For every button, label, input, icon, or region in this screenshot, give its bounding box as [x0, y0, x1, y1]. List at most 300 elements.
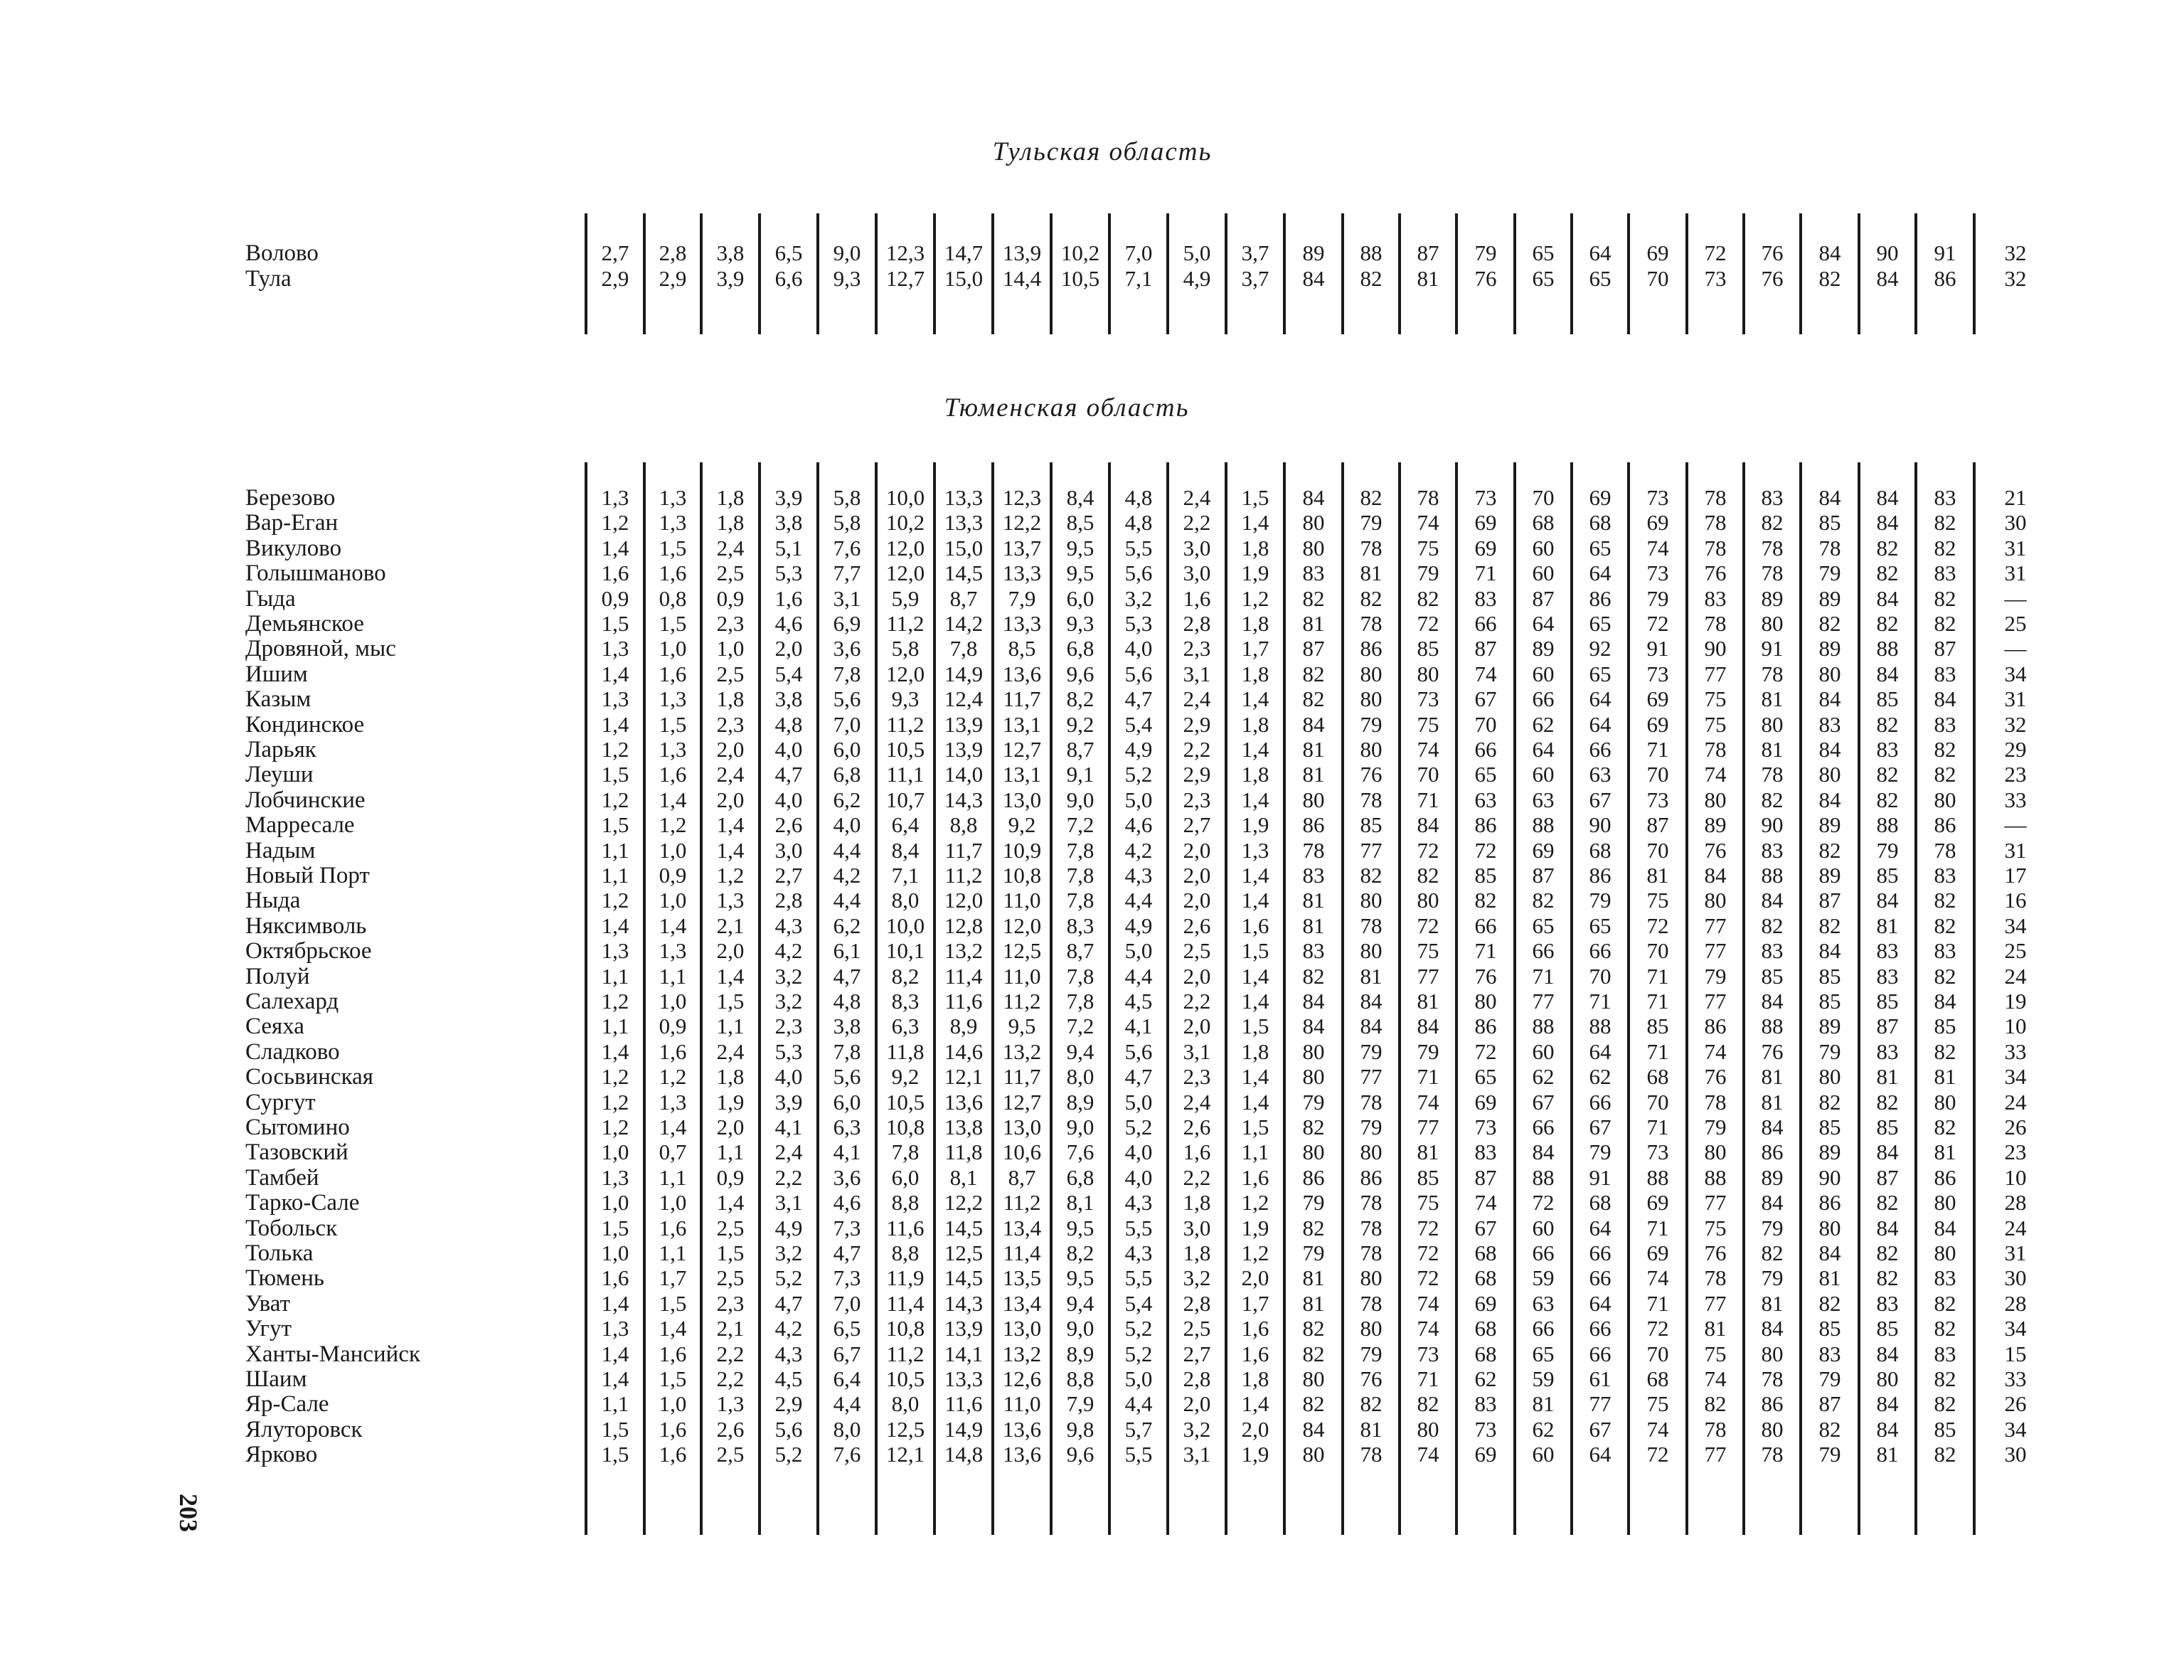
- table-cell: 1,2: [601, 510, 629, 536]
- table-cell: 86: [1360, 1164, 1383, 1190]
- table-cell: 74: [1646, 1265, 1669, 1291]
- table-cell: 61: [1589, 1366, 1612, 1391]
- table-cell: 89: [1818, 585, 1841, 611]
- table-cell: 4,5: [774, 1366, 803, 1391]
- table-cell: 62: [1532, 711, 1555, 737]
- table-cell: 69: [1646, 510, 1669, 536]
- table-cell: 1,0: [659, 989, 687, 1014]
- table-cell: 23: [2004, 1139, 2027, 1165]
- table-cell: 14,3: [944, 1290, 984, 1316]
- table-cell: 90: [1589, 812, 1612, 838]
- table-cell: 82: [1934, 888, 1956, 913]
- table-cell: 4,7: [774, 1290, 803, 1316]
- table-cell: 2,9: [1183, 762, 1211, 787]
- table-cell: 5,8: [891, 636, 920, 661]
- table-cell: 2,0: [716, 787, 745, 812]
- table-cell: 2,6: [716, 1416, 745, 1442]
- table-cell: 78: [1704, 535, 1727, 560]
- table-cell: 70: [1646, 762, 1669, 787]
- table-cell: 13,3: [944, 485, 984, 510]
- table-cell: 69: [1532, 837, 1555, 863]
- table-cell: 66: [1474, 737, 1497, 762]
- table-cell: 92: [1589, 636, 1612, 661]
- table-cell: 81: [1876, 913, 1899, 938]
- table-cell: 82: [1417, 1391, 1439, 1417]
- table-cell: 80: [1761, 1416, 1784, 1442]
- table-cell: 1,6: [659, 1215, 687, 1240]
- table-cell: 78: [1417, 485, 1439, 510]
- table-cell: 13,3: [944, 510, 984, 536]
- table-cell: 1,1: [601, 1014, 629, 1039]
- table-cell: 1,6: [1183, 585, 1211, 611]
- table-cell: 1,3: [601, 938, 629, 964]
- table-cell: 4,7: [1124, 1064, 1153, 1090]
- table-cell: 2,0: [1241, 1265, 1269, 1291]
- table-cell: 78: [1761, 1366, 1784, 1391]
- table-cell: 81: [1302, 888, 1325, 913]
- table-cell: 1,9: [716, 1089, 745, 1115]
- table-cell: 78: [1360, 1442, 1383, 1467]
- table-cell: 2,3: [716, 1290, 745, 1316]
- table-cell: 5,0: [1124, 1089, 1153, 1115]
- table-cell: 5,6: [1124, 1038, 1153, 1064]
- table-cell: 80: [1818, 762, 1841, 787]
- table-cell: 83: [1818, 1341, 1841, 1366]
- table-cell: 68: [1474, 1316, 1497, 1341]
- table-cell: 74: [1704, 1038, 1727, 1064]
- table-cell: 14,9: [944, 1416, 984, 1442]
- table-cell: 87: [1818, 888, 1841, 913]
- table-cell: 63: [1589, 762, 1612, 787]
- station-name: Толька: [245, 1240, 314, 1266]
- table-cell: 6,8: [1066, 636, 1094, 661]
- table-cell: 1,2: [659, 812, 687, 838]
- table-cell: 1,3: [659, 938, 687, 964]
- table-cell: 13,6: [1002, 1416, 1042, 1442]
- table-cell: 13,9: [944, 711, 984, 737]
- table-cell: 3,9: [774, 1089, 803, 1115]
- table-cell: 78: [1360, 1215, 1383, 1240]
- table-cell: 23: [2004, 762, 2027, 787]
- table-cell: 87: [1876, 1014, 1899, 1039]
- table-cell: 10,5: [885, 1089, 925, 1115]
- table-cell: 81: [1934, 1139, 1956, 1165]
- table-cell: 86: [1761, 1139, 1784, 1165]
- table-cell: 85: [1876, 686, 1899, 712]
- table-cell: 82: [1302, 686, 1325, 712]
- table-cell: 14,8: [944, 1442, 984, 1467]
- station-name: Тобольск: [245, 1215, 338, 1241]
- table-cell: 59: [1532, 1265, 1555, 1291]
- table-cell: 5,2: [1124, 1341, 1153, 1366]
- table-cell: 11,7: [1003, 1064, 1041, 1090]
- table-cell: 80: [1302, 1064, 1325, 1090]
- station-name: Тула: [245, 266, 292, 292]
- table-cell: 1,5: [1241, 1115, 1269, 1139]
- table-cell: 65: [1589, 913, 1612, 938]
- table-cell: 4,2: [774, 938, 803, 964]
- table-cell: 80: [1302, 1139, 1325, 1165]
- table-cell: 2,8: [659, 240, 687, 265]
- table-cell: 1,2: [601, 989, 629, 1014]
- table-cell: 10,8: [885, 1316, 925, 1341]
- table-cell: 4,1: [1124, 1014, 1153, 1039]
- table-cell: 1,8: [716, 686, 745, 712]
- table-cell: 1,6: [1241, 1164, 1269, 1190]
- table-cell: 4,9: [1124, 737, 1153, 762]
- table-cell: 2,5: [1183, 1316, 1211, 1341]
- table-cell: 1,1: [659, 1164, 687, 1190]
- table-cell: 85: [1934, 1416, 1956, 1442]
- table-cell: 1,3: [601, 1316, 629, 1341]
- table-cell: 4,7: [833, 963, 861, 989]
- table-cell: 78: [1704, 1089, 1727, 1115]
- table-cell: 86: [1302, 1164, 1325, 1190]
- table-cell: 78: [1761, 560, 1784, 586]
- table-cell: 8,8: [891, 1190, 920, 1216]
- table-cell: 68: [1474, 1341, 1497, 1366]
- table-cell: 78: [1704, 737, 1727, 762]
- table-cell: 91: [1934, 240, 1956, 265]
- table-cell: 75: [1704, 1215, 1727, 1240]
- table-cell: 82: [1876, 1240, 1899, 1265]
- table-cell: 80: [1360, 661, 1383, 686]
- table-cell: 7,8: [1066, 863, 1094, 888]
- table-cell: 19: [2004, 989, 2027, 1014]
- table-cell: 11,6: [944, 1391, 983, 1417]
- table-cell: 76: [1704, 1240, 1727, 1265]
- table-cell: 9,6: [1066, 1442, 1094, 1467]
- table-cell: 87: [1302, 636, 1325, 661]
- table-cell: 2,3: [716, 611, 745, 636]
- table-cell: 66: [1589, 737, 1612, 762]
- table-cell: 73: [1474, 1115, 1497, 1139]
- table-cell: 82: [1761, 510, 1784, 536]
- table-cell: 7,1: [1124, 266, 1153, 291]
- table-cell: 68: [1589, 837, 1612, 863]
- table-cell: 79: [1818, 1366, 1841, 1391]
- table-cell: 32: [2004, 711, 2027, 737]
- table-cell: 73: [1646, 485, 1669, 510]
- table-cell: 78: [1704, 1265, 1727, 1291]
- table-cell: 81: [1761, 686, 1784, 712]
- station-name: Гыда: [245, 585, 296, 612]
- table-cell: 69: [1646, 1240, 1669, 1265]
- table-cell: 80: [1360, 737, 1383, 762]
- table-cell: 86: [1302, 812, 1325, 838]
- table-cell: 84: [1876, 1139, 1899, 1165]
- table-cell: 12,5: [944, 1240, 984, 1265]
- table-cell: 82: [1360, 1391, 1383, 1417]
- table-cell: 5,1: [774, 535, 803, 560]
- table-cell: 1,4: [1241, 963, 1269, 989]
- table-cell: 1,3: [601, 636, 629, 661]
- table-cell: 80: [1417, 1416, 1439, 1442]
- table-cell: 77: [1704, 913, 1727, 938]
- station-name: Лобчинские: [245, 787, 366, 813]
- table-cell: 1,0: [601, 1190, 629, 1216]
- table-cell: 64: [1589, 711, 1612, 737]
- table-cell: 71: [1589, 989, 1612, 1014]
- table-cell: 84: [1818, 787, 1841, 812]
- table-cell: 1,2: [601, 1115, 629, 1139]
- table-cell: 2,4: [716, 1038, 745, 1064]
- table-cell: 80: [1934, 1240, 1956, 1265]
- table-cell: 1,9: [1241, 560, 1269, 586]
- table-cell: 84: [1818, 737, 1841, 762]
- table-cell: 6,5: [774, 240, 803, 265]
- table-cell: 62: [1589, 1064, 1612, 1090]
- table-cell: 17: [2004, 863, 2027, 888]
- table-cell: 13,6: [944, 1089, 984, 1115]
- table-cell: 86: [1589, 585, 1612, 611]
- table-cell: 83: [1761, 837, 1784, 863]
- table-cell: 82: [1934, 585, 1956, 611]
- table-cell: 1,8: [1241, 762, 1269, 787]
- table-cell: 10,0: [885, 485, 925, 510]
- table-cell: 64: [1589, 1290, 1612, 1316]
- table-cell: 8,9: [949, 1014, 978, 1039]
- table-cell: 2,0: [716, 1115, 745, 1139]
- station-name: Волово: [245, 240, 319, 266]
- table-cell: 4,4: [833, 1391, 861, 1417]
- table-cell: 84: [1761, 1190, 1784, 1216]
- table-cell: 82: [1876, 1265, 1899, 1291]
- table-cell: 4,6: [833, 1190, 861, 1216]
- table-cell: 70: [1646, 837, 1669, 863]
- table-cell: 8,7: [1066, 938, 1094, 964]
- table-cell: 12,0: [944, 888, 984, 913]
- table-cell: 1,1: [1241, 1139, 1269, 1165]
- table-cell: 1,5: [601, 762, 629, 787]
- table-cell: 2,2: [716, 1366, 745, 1391]
- table-cell: 1,4: [1241, 737, 1269, 762]
- table-cell: 11,2: [1003, 989, 1041, 1014]
- station-name: Салехард: [245, 989, 339, 1014]
- table-cell: 1,5: [659, 1366, 687, 1391]
- table-cell: 14,1: [944, 1341, 984, 1366]
- table-cell: 13,4: [1002, 1290, 1042, 1316]
- table-cell: 1,1: [716, 1014, 745, 1039]
- table-cell: 8,2: [891, 963, 920, 989]
- table-cell: 8,0: [891, 888, 920, 913]
- table-cell: 83: [1876, 1038, 1899, 1064]
- table-cell: 11,4: [886, 1290, 925, 1316]
- table-cell: 7,0: [833, 1290, 861, 1316]
- table-cell: 79: [1417, 560, 1439, 586]
- table-cell: 10,9: [1002, 837, 1042, 863]
- table-cell: 8,1: [949, 1164, 978, 1190]
- table-cell: 13,5: [1002, 1265, 1042, 1291]
- table-cell: 87: [1474, 636, 1497, 661]
- table-cell: 82: [1302, 585, 1325, 611]
- table-cell: 59: [1532, 1366, 1555, 1391]
- table-cell: 81: [1761, 1290, 1784, 1316]
- table-cell: 82: [1876, 711, 1899, 737]
- table-cell: 8,1: [1066, 1190, 1094, 1216]
- table-cell: 86: [1818, 1190, 1841, 1216]
- table-cell: 1,2: [601, 1089, 629, 1115]
- table-cell: 1,8: [1241, 1038, 1269, 1064]
- table-cell: 74: [1474, 661, 1497, 686]
- table-cell: 13,9: [944, 737, 984, 762]
- table-cell: 74: [1646, 1416, 1669, 1442]
- table-cell: 0,9: [716, 1164, 745, 1190]
- table-cell: 5,7: [1124, 1416, 1153, 1442]
- table-cell: 2,8: [774, 888, 803, 913]
- table-cell: 84: [1818, 938, 1841, 964]
- table-cell: 86: [1934, 266, 1956, 291]
- table-cell: 8,0: [1066, 1064, 1094, 1090]
- table-cell: 3,0: [774, 837, 803, 863]
- table-cell: —: [2004, 585, 2027, 611]
- table-cell: 78: [1360, 1089, 1383, 1115]
- table-cell: 7,8: [833, 1038, 861, 1064]
- table-cell: 2,0: [1183, 1014, 1211, 1039]
- table-cell: 82: [1417, 863, 1439, 888]
- table-cell: 9,5: [1066, 1265, 1094, 1291]
- table-cell: 83: [1934, 1341, 1956, 1366]
- table-cell: 72: [1646, 611, 1669, 636]
- table-cell: 5,9: [891, 585, 920, 611]
- table-cell: 78: [1761, 1442, 1784, 1467]
- table-cell: 6,8: [1066, 1164, 1094, 1190]
- table-cell: 79: [1761, 1215, 1784, 1240]
- table-cell: 1,4: [601, 711, 629, 737]
- table-cell: 1,8: [1241, 611, 1269, 636]
- table-cell: 82: [1417, 585, 1439, 611]
- table-cell: 2,5: [716, 1265, 745, 1291]
- table-cell: 7,9: [1066, 1391, 1094, 1417]
- table-cell: 90: [1818, 1164, 1841, 1190]
- table-cell: 80: [1360, 938, 1383, 964]
- table-cell: 71: [1474, 938, 1497, 964]
- table-cell: 66: [1589, 1316, 1612, 1341]
- station-name: Викулово: [245, 535, 342, 561]
- table-cell: 71: [1532, 963, 1555, 989]
- table-cell: 3,0: [1183, 535, 1211, 560]
- table-cell: 84: [1818, 686, 1841, 712]
- table-cell: 1,3: [659, 510, 687, 536]
- table-cell: 4,0: [1124, 1139, 1153, 1165]
- table-cell: 69: [1646, 1190, 1669, 1216]
- table-cell: 64: [1532, 611, 1555, 636]
- table-cell: 33: [2004, 1038, 2027, 1064]
- table-cell: 90: [1704, 636, 1727, 661]
- table-cell: 70: [1646, 938, 1669, 964]
- table-cell: 75: [1646, 1391, 1669, 1417]
- table-cell: 1,3: [659, 1089, 687, 1115]
- table-cell: 90: [1876, 240, 1899, 265]
- table-cell: 8,5: [1008, 636, 1036, 661]
- table-cell: 4,4: [1124, 1391, 1153, 1417]
- table-cell: 12,0: [885, 661, 925, 686]
- table-cell: 89: [1818, 1139, 1841, 1165]
- table-cell: 5,8: [833, 510, 861, 536]
- table-cell: 82: [1876, 787, 1899, 812]
- table-cell: 84: [1934, 1215, 1956, 1240]
- table-cell: 11,6: [886, 1215, 925, 1240]
- table-cell: 13,6: [1002, 661, 1042, 686]
- table-cell: 81: [1934, 1064, 1956, 1090]
- table-cell: 81: [1360, 560, 1383, 586]
- table-cell: 85: [1876, 1316, 1899, 1341]
- station-name: Тарко-Сале: [245, 1190, 360, 1216]
- table-cell: 87: [1934, 636, 1956, 661]
- table-cell: 4,3: [774, 913, 803, 938]
- table-cell: 64: [1589, 560, 1612, 586]
- table-cell: 62: [1532, 1064, 1555, 1090]
- table-cell: 82: [1818, 611, 1841, 636]
- table-cell: 2,2: [1183, 510, 1211, 536]
- table-cell: 5,2: [774, 1442, 803, 1467]
- table-cell: 84: [1417, 812, 1439, 838]
- table-cell: 1,5: [1241, 938, 1269, 964]
- table-cell: 14,9: [944, 661, 984, 686]
- table-cell: 80: [1934, 1190, 1956, 1216]
- table-cell: 13,3: [944, 1366, 984, 1391]
- table-cell: 5,5: [1124, 535, 1153, 560]
- table-cell: 1,5: [601, 611, 629, 636]
- table-cell: 13,2: [944, 938, 984, 964]
- table-cell: 1,2: [1241, 1190, 1269, 1216]
- table-cell: 16: [2004, 888, 2027, 913]
- table-cell: 7,8: [949, 636, 978, 661]
- table-cell: 80: [1934, 787, 1956, 812]
- table-cell: 28: [2004, 1190, 2027, 1216]
- table-cell: 8,7: [949, 585, 978, 611]
- table-cell: 82: [1934, 1316, 1956, 1341]
- table-cell: 69: [1474, 1442, 1497, 1467]
- table-cell: 1,0: [659, 1391, 687, 1417]
- table-cell: 32: [2004, 240, 2027, 265]
- table-cell: 87: [1532, 863, 1555, 888]
- table-cell: 74: [1474, 1190, 1497, 1216]
- table-cell: 1,4: [1241, 1089, 1269, 1115]
- table-cell: 8,9: [1066, 1089, 1094, 1115]
- table-cell: 33: [2004, 787, 2027, 812]
- table-cell: 80: [1302, 1038, 1325, 1064]
- table-cell: 1,2: [1241, 1240, 1269, 1265]
- table-cell: 3,8: [716, 240, 745, 265]
- table-cell: 13,7: [1002, 535, 1042, 560]
- table-cell: 34: [2004, 1064, 2027, 1090]
- table-cell: 1,1: [659, 1240, 687, 1265]
- table-cell: 80: [1302, 535, 1325, 560]
- table-cell: 87: [1818, 1391, 1841, 1417]
- table-cell: 83: [1474, 1139, 1497, 1165]
- table-cell: 4,0: [1124, 636, 1153, 661]
- table-cell: 4,1: [774, 1115, 803, 1139]
- table-cell: 4,3: [774, 1341, 803, 1366]
- table-cell: 84: [1876, 661, 1899, 686]
- table-cell: 85: [1876, 1115, 1899, 1139]
- table-cell: 3,1: [1183, 1038, 1211, 1064]
- table-cell: 84: [1761, 989, 1784, 1014]
- table-cell: 80: [1704, 888, 1727, 913]
- table-cell: 10,1: [885, 938, 925, 964]
- table-cell: 1,0: [659, 636, 687, 661]
- table-cell: 1,6: [659, 560, 687, 586]
- table-cell: 32: [2004, 266, 2027, 291]
- table-cell: 4,0: [774, 787, 803, 812]
- table-cell: 82: [1302, 1341, 1325, 1366]
- table-cell: 7,3: [833, 1215, 861, 1240]
- table-cell: 73: [1474, 485, 1497, 510]
- table-cell: 86: [1704, 1014, 1727, 1039]
- table-cell: 2,0: [1183, 863, 1211, 888]
- table-cell: 4,1: [833, 1139, 861, 1165]
